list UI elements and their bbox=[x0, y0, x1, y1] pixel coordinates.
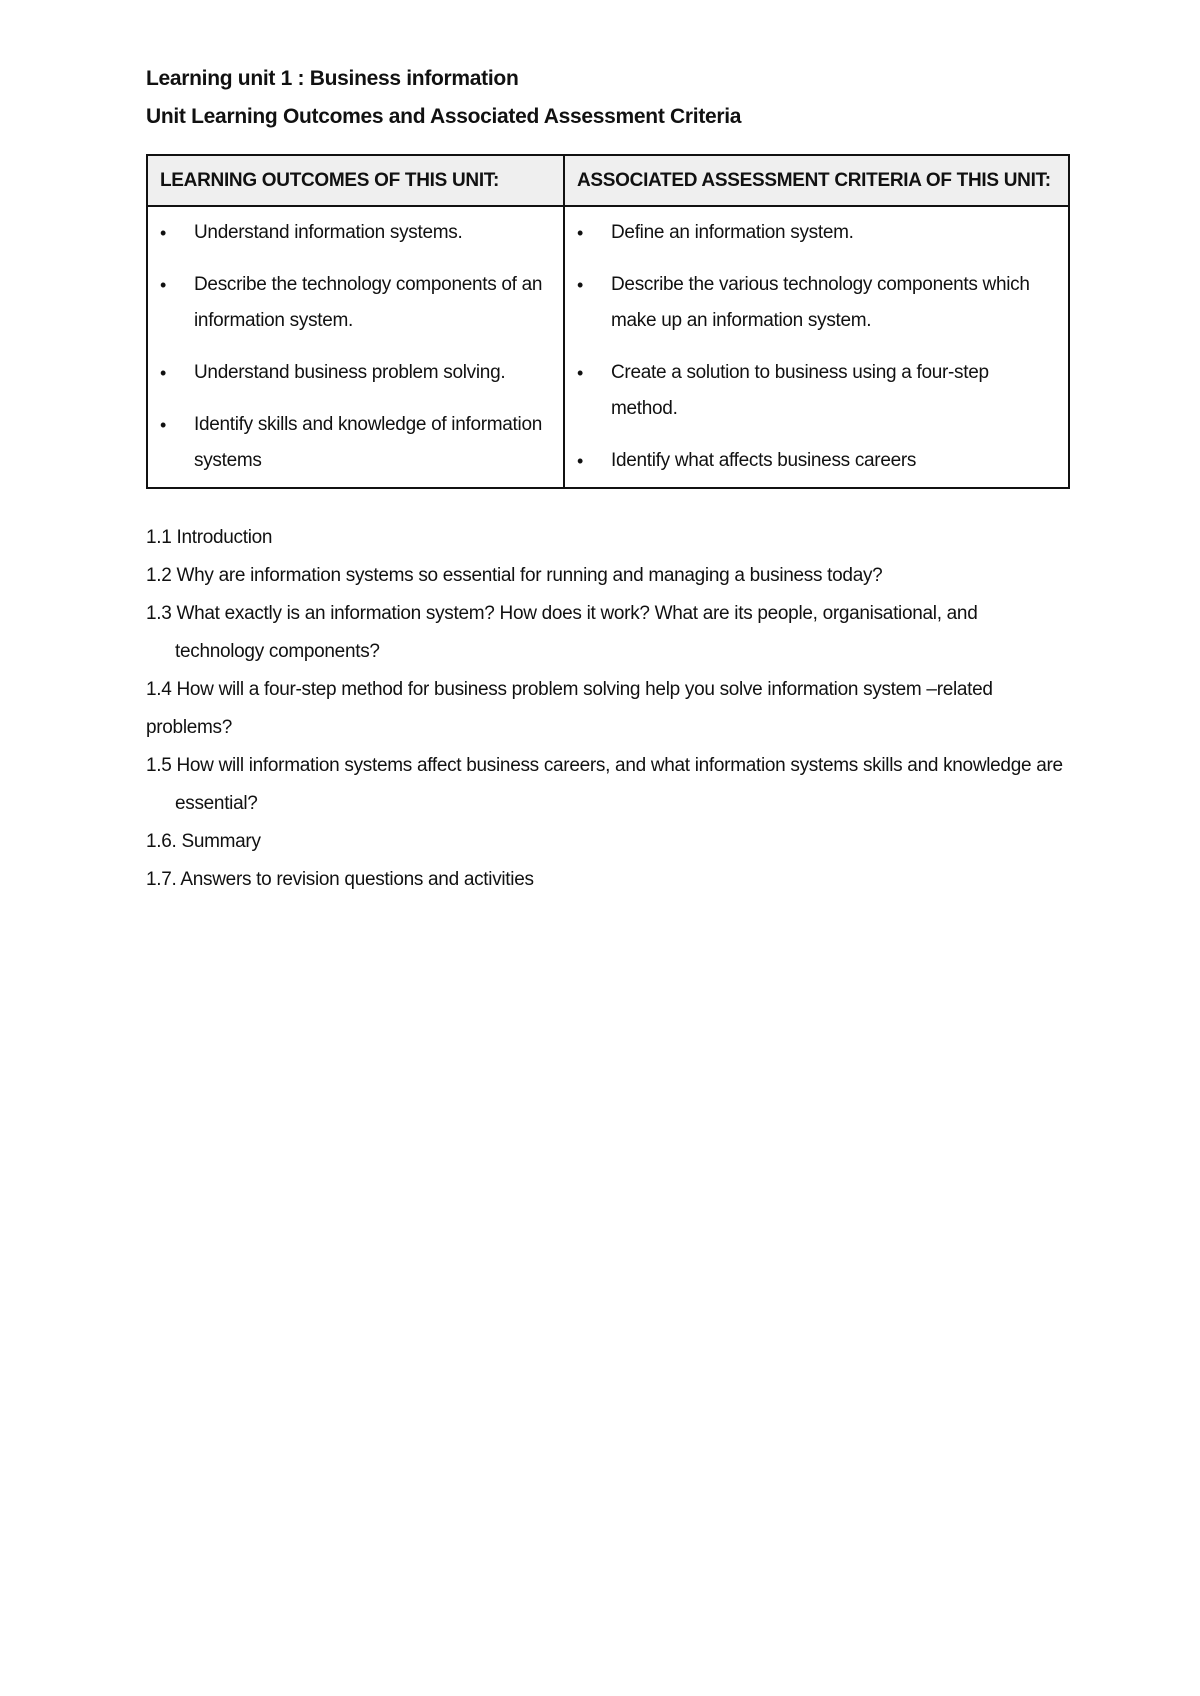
table-header-row bbox=[147, 155, 1069, 206]
toc-entry: 1.4 How will a four-step method for business problem solving help you solve information system –related problems? bbox=[146, 679, 993, 738]
outcome-item: • Understand information systems. bbox=[154, 215, 553, 251]
bullet-icon: • bbox=[577, 363, 584, 383]
unit-title: Learning unit 1 : Business information bbox=[146, 67, 519, 90]
bullet-icon: • bbox=[160, 415, 167, 435]
outcomes-column-header: LEARNING OUTCOMES OF THIS UNIT: bbox=[147, 155, 564, 206]
criteria-list bbox=[571, 215, 1058, 479]
criterion-item: • Define an information system. bbox=[571, 215, 1058, 251]
unit-subtitle: Unit Learning Outcomes and Associated Assessment Criteria bbox=[146, 105, 742, 128]
outcome-item: • Describe the technology components of an information system. bbox=[154, 267, 553, 339]
bullet-icon: • bbox=[577, 223, 584, 243]
toc-entry: 1.7. Answers to revision questions and activities bbox=[146, 869, 534, 890]
bullet-icon: • bbox=[577, 275, 584, 295]
outcome-item: • Identify skills and knowledge of information systems bbox=[154, 407, 553, 479]
bullet-icon: • bbox=[160, 223, 167, 243]
criterion-item: • Describe the various technology components which make up an information system. bbox=[571, 267, 1058, 339]
toc-entry: 1.3 What exactly is an information system? How does it work? What are its people, organisational, and technology components? bbox=[146, 603, 978, 662]
toc-entry: 1.1 Introduction bbox=[146, 527, 273, 548]
bullet-icon: • bbox=[160, 363, 167, 383]
table-of-contents bbox=[146, 519, 1070, 899]
outcomes-list bbox=[154, 215, 553, 479]
document-page bbox=[146, 62, 1070, 899]
outcome-item: • Understand business problem solving. bbox=[154, 355, 553, 391]
toc-entry: 1.6. Summary bbox=[146, 831, 261, 852]
toc-entry: 1.2 Why are information systems so essential for running and managing a business today? bbox=[146, 565, 883, 586]
bullet-icon: • bbox=[577, 451, 584, 471]
toc-entry: 1.5 How will information systems affect business careers, and what information systems skills and knowledge are essential? bbox=[146, 755, 1063, 814]
criteria-cell bbox=[564, 206, 1069, 488]
criterion-item: • Create a solution to business using a four-step method. bbox=[571, 355, 1058, 427]
bullet-icon: • bbox=[160, 275, 167, 295]
criteria-column-header: ASSOCIATED ASSESSMENT CRITERIA OF THIS UNIT: bbox=[564, 155, 1069, 206]
outcomes-cell bbox=[147, 206, 564, 488]
table-body-row bbox=[147, 206, 1069, 488]
outcomes-criteria-table bbox=[146, 154, 1070, 489]
criterion-item: • Identify what affects business careers bbox=[571, 443, 1058, 479]
